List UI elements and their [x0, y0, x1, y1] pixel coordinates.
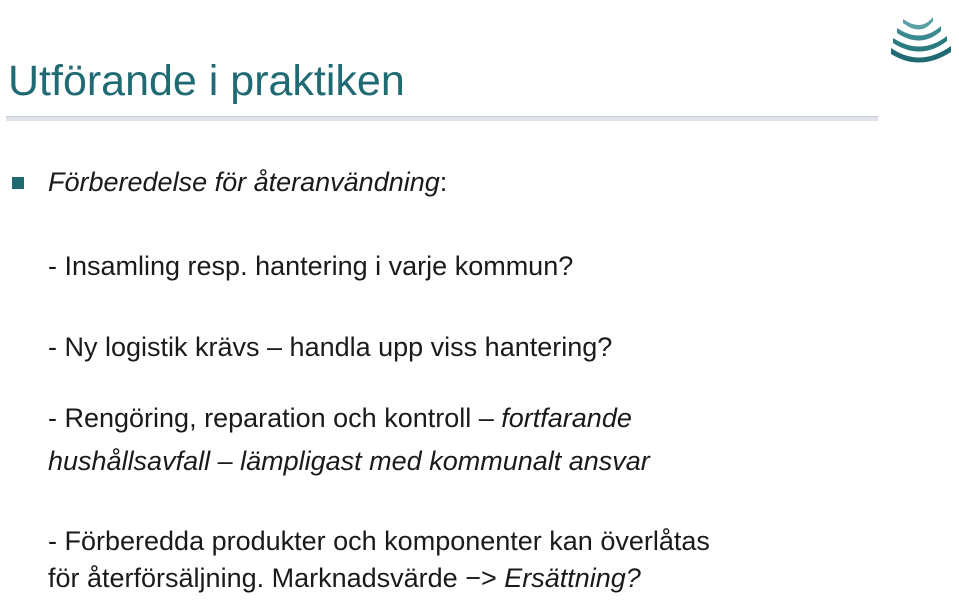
line-hushallsavfall: hushållsavfall – lämpligast med kommunalt ansvar — [48, 446, 650, 476]
line-aterforsaljning — [48, 562, 641, 594]
bullet-heading-line — [48, 166, 447, 198]
line-aterforsaljning-text: för återförsäljning. Marknadsvärde −> — [48, 563, 505, 593]
line-rengoring — [48, 402, 632, 434]
slide-title: Utförande i praktiken — [8, 57, 405, 105]
line-rengoring-text: - Rengöring, reparation och kontroll – — [48, 403, 502, 433]
title-divider — [6, 116, 878, 121]
line-rengoring-italic: fortfarande — [501, 403, 632, 433]
line-insamling: - Insamling resp. hantering i varje kommun? — [48, 251, 574, 281]
line-logistik: - Ny logistik krävs – handla upp viss hantering? — [48, 332, 613, 362]
bullet-heading-suffix: : — [439, 167, 448, 197]
square-bullet-icon — [12, 177, 24, 189]
swoosh-logo-icon — [885, 6, 955, 66]
line-aterforsaljning-italic: Ersättning? — [504, 563, 641, 593]
bullet-heading: Förberedelse för återanvändning — [48, 167, 440, 197]
line-forberedda: - Förberedda produkter och komponenter kan överlåtas — [48, 526, 710, 556]
